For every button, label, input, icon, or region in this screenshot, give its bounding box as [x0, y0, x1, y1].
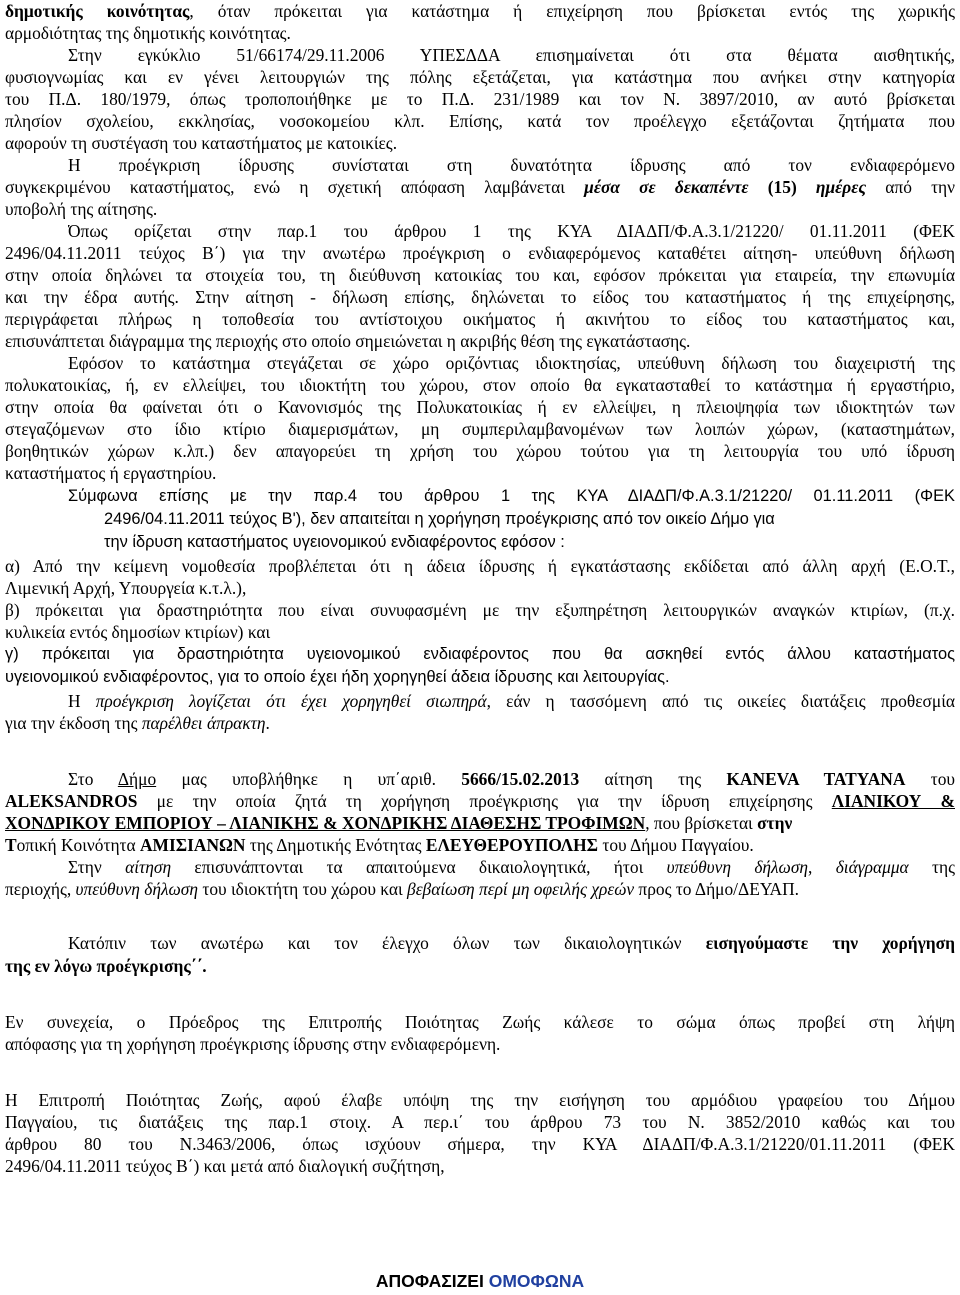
text-run: Η προέγκριση ίδρυσης συνίσταται στη δυνατότητα ίδρυσης από τον ενδιαφερόμενο: [68, 155, 955, 175]
text-run: 2496/04.11.2011 τεύχος Β΄) για την ανωτέρω προέγκριση ο ενδιαφερόμενος καταθέτει αίτηση- υπεύθυνη δήλωση: [5, 243, 955, 263]
text-line: [5, 555, 955, 579]
text-run: απόφασης για τη χορήγηση προέγκρισης ίδρυσης στην ενδιαφερόμενη.: [5, 1034, 501, 1054]
text-run: του: [905, 769, 955, 789]
text-line: [5, 812, 955, 836]
text-run: άρθρου 80 του Ν.3463/2006, όπως ισχύουν σήμερα, την ΚΥΑ ΔΙΑΔΠ/Φ.Α.3.1/21220/01.11.2011 (ΦΕΚ: [5, 1134, 955, 1154]
text-run: Η Επιτροπή Ποιότητας Ζωής, αφού έλαβε υπόψη της την εισήγηση του αρμόδιου γραφείου του Δήμου: [5, 1090, 955, 1110]
text-line: [5, 1133, 955, 1157]
text-run: περιγράφεται πλήρως η τοποθεσία του αντίστοιχου οικήματος ή ακινήτου το είδος του καταστήματος και,: [5, 309, 955, 329]
text-line: [5, 1089, 955, 1113]
text-run: Σύμφωνα επίσης με την παρ.4 του άρθρου 1 της ΚΥΑ ΔΙΑΔΠ/Φ.Α.3.1/21220/ 01.11.2011 (ΦΕΚ: [68, 487, 955, 505]
text-run: Εφόσον το κατάστημα στεγάζεται σε χώρο οριζόντιας ιδιοκτησίας, υπεύθυνη δήλωση του διαχειριστή της: [68, 353, 955, 373]
text-run: επισυνάπτεται διάγραμμα της περιοχής στο οποίο σημειώνεται η ακριβής θέση της εγκατάστασης.: [5, 331, 691, 351]
text-run: Παγγαίου, τις διατάξεις της παρ.1 στοιχ. Α περ.ι΄ του άρθρου 73 του Ν. 3852/2010 καθώς και του: [5, 1112, 955, 1132]
text-line: [5, 396, 955, 420]
text-line: [68, 768, 955, 792]
text-run: περιοχής,: [5, 879, 76, 899]
text-run: υπεύθυνη δήλωση: [75, 879, 199, 899]
text-run: .: [265, 713, 270, 733]
text-line: [5, 1155, 955, 1179]
text-run: Κατόπιν των ανωτέρω και τον έλεγχο όλων των δικαιολογητικών: [68, 933, 706, 953]
text-run: υπεύθυνη δήλωση: [666, 857, 809, 877]
text-run: Στην εγκύκλιο 51/66174/29.11.2006 ΥΠΕΣΔΔΑ επισημαίνεται ότι στα θέματα αισθητικής,: [68, 45, 955, 65]
text-line: [5, 242, 955, 266]
text-run: ΑΜΙΣΙΑΝΩΝ: [140, 835, 246, 855]
text-run: Στο: [68, 769, 118, 789]
text-run: ALEKSANDROS: [5, 791, 138, 811]
text-run: μέσα σε δεκαπέντε: [584, 177, 749, 197]
text-line: [5, 462, 955, 486]
text-run: της εν λόγω προέγκρισης΄΄.: [5, 956, 207, 976]
text-line: [5, 1111, 955, 1135]
text-line: [68, 690, 955, 714]
text-line: [5, 621, 955, 645]
text-line: [5, 1011, 955, 1035]
text-run: , εάν η τασσόμενη από τις οικείες διατάξεις προθεσμία: [486, 691, 955, 711]
text-run: , που βρίσκεται: [645, 813, 758, 833]
text-line: [5, 374, 955, 398]
text-run: στην οποία δηλώνει τα στοιχεία του, τη διεύθυνση κατοικίας του και, εφόσον πρόκειται για εταιρεία, την επωνυμία: [5, 265, 955, 285]
text-run: την ίδρυση καταστήματος υγειονομικού ενδιαφέροντος εφόσον :: [104, 533, 565, 551]
text-run: 5666/15.02.2013: [461, 769, 580, 789]
text-run: αίτηση της: [579, 769, 727, 789]
text-run: Λιμενική Αρχή, Υπουργεία κ.τ.λ.),: [5, 578, 247, 598]
text-line: [5, 577, 955, 601]
text-run: (15): [748, 177, 816, 197]
text-line: [68, 856, 955, 880]
text-line: [5, 286, 955, 310]
text-run: του Π.Δ. 180/1979, όπως τροποποιήθηκε με το Π.Δ. 231/1989 και τον Ν. 3897/2010, αν αυτό βρίσκεται: [5, 89, 955, 109]
text-run: υποβολή της αίτησης.: [5, 199, 158, 219]
text-line: [68, 485, 955, 509]
text-line: [5, 110, 955, 134]
text-run: πολυκατοικίας, ή, εν ελλείψει, του ιδιοκτήτη του χώρου, στον οποίο θα εγκατασταθεί το κατάστημα ή εργαστήριο,: [5, 375, 955, 395]
text-line: [5, 66, 955, 90]
text-run: Στην: [68, 857, 126, 877]
text-line: [5, 22, 955, 46]
text-run: , όταν πρόκειται για κατάστημα ή επιχείρηση που βρίσκεται εντός της χωρικής: [189, 1, 955, 21]
text-run: KANEVA TATYANA: [726, 769, 906, 789]
text-run: 2496/04.11.2011 τεύχος Β΄) και μετά από διαλογική συζήτηση,: [5, 1156, 445, 1176]
text-run: υγειονομικού ενδιαφέροντος, για το οποίο έχει ήδη χορηγηθεί άδεια ίδρυσης και λειτουργίας.: [5, 668, 670, 686]
text-line: [5, 330, 955, 354]
text-run: Η: [68, 691, 96, 711]
text-run: καταστήματος ή εργαστηρίου.: [5, 463, 217, 483]
text-run: βοηθητικών χώρων κ.λπ.) δεν απαγορεύει τη χρήση του χώρου τούτου για τη λειτουργία του υπό ίδρυση: [5, 441, 955, 461]
text-run: στην: [757, 813, 793, 833]
text-run: από την: [866, 177, 955, 197]
text-run: για την έκδοση της: [5, 713, 142, 733]
text-line: [68, 220, 955, 244]
text-line: [5, 955, 955, 979]
text-line: [104, 531, 955, 555]
text-run: ΧΟΝΔΡΙΚΟΥ ΕΜΠΟΡΙΟΥ – ΛΙΑΝΙΚΗΣ & ΧΟΝΔΡΙΚΗΣ ΔΙΑΘΕΣΗΣ ΤΡΟΦΙΜΩΝ: [5, 813, 646, 833]
text-run: συγκεκριμένου καταστήματος, ενώ η σχετική απόφαση λαμβάνεται: [5, 177, 585, 197]
text-line: [5, 88, 955, 112]
text-run: πλησίον σχολείου, εκκλησίας, νοσοκομείου κλπ. Επίσης, κατά τον προέλεγχο εξετάζονται ζητήματα που: [5, 111, 955, 131]
text-run: ημέρες: [815, 177, 867, 197]
text-run: στεγαζόμενων στο ίδιο κτίριο διαμερισμάτων, μη συμπεριλαμβανομένων των λοιπών χώρων, (καταστημάτων,: [5, 419, 955, 439]
text-line: [5, 0, 955, 24]
text-line: [104, 508, 955, 532]
text-line: [5, 418, 955, 442]
text-run: προέγκριση λογίζεται ότι έχει χορηγηθεί σιωπηρά: [95, 691, 487, 711]
text-run: του ιδιοκτήτη του χώρου και: [198, 879, 408, 899]
text-run: α) Από την κείμενη νομοθεσία προβλέπεται ότι η άδεια ίδρυσης ή εγκατάστασης εκδίδεται από άλλη αρχή (Ε.Ο.Τ.,: [5, 556, 955, 576]
text-line: [5, 198, 955, 222]
text-run: φυσιογνωμίας και εν γένει λειτουργιών της πόλης εξετάζεται, για κατάστημα που ανήκει στην κατηγορία: [5, 67, 955, 87]
text-run: βεβαίωση περί μη οφειλής χρεών: [407, 879, 635, 899]
decision-mode: ΟΜΟΦΩΝΑ: [488, 1271, 585, 1291]
decision-heading: [5, 1270, 955, 1294]
text-run: β) πρόκειται για δραστηριότητα που είναι συνυφασμένη με την εξυπηρέτηση λειτουργικών αναγκών κτιρίων, (π.χ.: [5, 600, 955, 620]
text-run: αίτηση: [125, 857, 172, 877]
text-line: [5, 440, 955, 464]
decision-verb: ΑΠΟΦΑΣΙΖΕΙ: [375, 1271, 484, 1291]
text-run: ΕΛΕΥΘΕΡΟΥΠΟΛΗΣ: [425, 835, 598, 855]
text-run: του Δήμου Παγγαίου.: [597, 835, 754, 855]
text-line: [68, 154, 955, 178]
text-run: Δήμο: [117, 769, 157, 789]
text-run: ,: [808, 857, 836, 877]
text-line: [68, 932, 955, 956]
text-run: Όπως ορίζεται στην παρ.1 του άρθρου 1 της ΚΥΑ ΔΙΑΔΠ/Φ.Α.3.1/21220/ 01.11.2011 (ΦΕΚ: [68, 221, 955, 241]
text-line: [5, 599, 955, 623]
text-line: [5, 666, 955, 690]
text-run: αφορούν τη συστέγαση του καταστήματος με κατοικίες.: [5, 133, 398, 153]
text-run: μας υποβλήθηκε η υπ΄αριθ.: [156, 769, 462, 789]
text-line: [5, 790, 955, 814]
text-run: οπική Κοινότητα: [16, 835, 140, 855]
text-run: κυλικεία εντός δημοσίων κτιρίων) και: [5, 622, 271, 642]
text-run: επισυνάπτονται τα απαιτούμενα δικαιολογητικά, ήτοι: [171, 857, 667, 877]
text-run: αρμοδιότητας της δημοτικής κοινότητας.: [5, 23, 291, 43]
text-run: προς το Δήμο/ΔΕΥΑΠ.: [634, 879, 799, 899]
text-line: [68, 44, 955, 68]
text-run: γ) πρόκειται για δραστηριότητα υγειονομικού ενδιαφέροντος που θα ασκηθεί εντός άλλου καταστήματος: [5, 645, 955, 663]
text-line: [5, 834, 955, 858]
text-run: Τ: [5, 835, 17, 855]
text-run: 2496/04.11.2011 τεύχος Β'), δεν απαιτείται η χορήγηση προέγκρισης από τον οικείο Δήμο για: [104, 510, 775, 528]
text-line: [5, 264, 955, 288]
text-line: [5, 132, 955, 156]
text-run: Εν συνεχεία, ο Πρόεδρος της Επιτροπής Ποιότητας Ζωής κάλεσε το σώμα όπως προβεί στη λήψη: [5, 1012, 955, 1032]
text-line: [5, 176, 955, 200]
text-run: της Δημοτικής Ενότητας: [245, 835, 426, 855]
text-run: διάγραμμα: [835, 857, 909, 877]
text-line: [68, 352, 955, 376]
text-run: στην οποία θα φαίνεται ότι ο Κανονισμός της Πολυκατοικίας ή εν ελλείψει, η πλειοψηφία των ιδιοκτητών των: [5, 397, 955, 417]
text-line: [5, 878, 955, 902]
text-run: με την οποία ζητά τη χορήγηση προέγκρισης για την ίδρυση επιχείρησης: [137, 791, 832, 811]
text-line: [5, 712, 955, 736]
text-run: εισηγούμαστε την χορήγηση: [705, 933, 955, 953]
text-line: [5, 643, 955, 667]
text-run: ΛΙΑΝΙΚΟΥ &: [831, 791, 955, 811]
text-line: [5, 1033, 955, 1057]
text-run: παρέλθει άπρακτη: [141, 713, 266, 733]
text-run: της: [908, 857, 955, 877]
text-run: δημοτικής κοινότητας: [5, 1, 190, 21]
text-line: [5, 308, 955, 332]
text-run: και την έδρα αυτής. Στην αίτηση - δήλωση επίσης, δηλώνεται το είδος του καταστήματος ή της επιχείρησης,: [5, 287, 955, 307]
